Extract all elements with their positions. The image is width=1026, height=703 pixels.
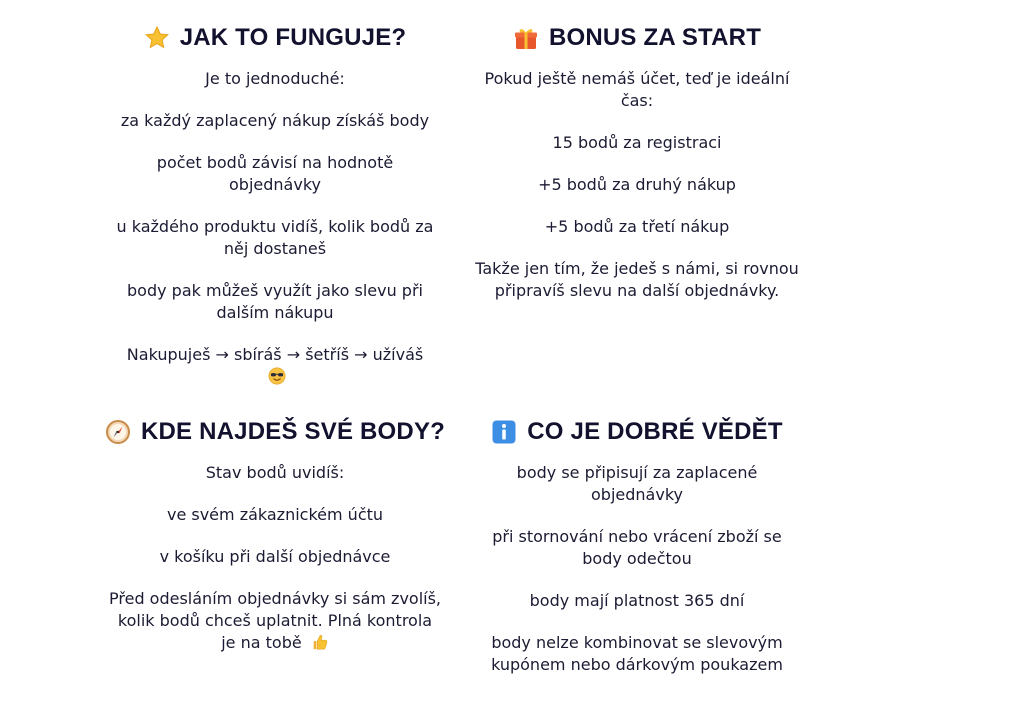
paragraph: Stav bodů uvidíš: — [205, 463, 345, 482]
paragraph: počet bodů závisí na hodnotě objednávky — [156, 153, 394, 194]
compass-icon — [105, 419, 131, 445]
section-where-points — [105, 414, 445, 674]
paragraph: body pak můžeš využít jako slevu při dalším nákupu — [127, 281, 423, 322]
paragraph: body se připisují za zaplacené objednávky — [516, 463, 758, 504]
section-heading — [105, 20, 445, 56]
star-icon — [144, 25, 170, 51]
paragraph: Pokud ještě nemáš účet, teď je ideální čas: — [484, 69, 790, 110]
section-bonus-start — [467, 20, 807, 322]
paragraph-text: Před odesláním objednávky si sám zvolíš, kolik bodů chceš uplatnit. Plná kontrola je na tobě — [109, 589, 442, 652]
section-heading — [467, 414, 807, 450]
paragraph: při stornování nebo vrácení zboží se body odečtou — [492, 527, 782, 568]
paragraph: ve svém zákaznickém účtu — [166, 505, 384, 524]
paragraph: body nelze kombinovat se slevovým kupónem nebo dárkovým poukazem — [491, 633, 783, 674]
thumbs-up-icon — [311, 633, 329, 651]
paragraph: body mají platnost 365 dní — [529, 591, 745, 610]
paragraph: Je to jednoduché: — [205, 69, 345, 88]
section-title: JAK TO FUNGUJE? — [179, 24, 407, 51]
paragraph: Takže jen tím, že jedeš s námi, si rovnou připravíš slevu na další objednávky. — [475, 259, 799, 300]
section-title: KDE NAJDEŠ SVÉ BODY? — [140, 418, 446, 445]
sunglasses-face-icon — [268, 367, 286, 385]
gift-icon — [513, 25, 539, 51]
section-good-to-know — [467, 414, 807, 696]
section-title: BONUS ZA START — [548, 24, 762, 51]
section-how-it-works — [105, 20, 445, 408]
paragraph: v košíku při další objednávce — [159, 547, 391, 566]
paragraph: +5 bodů za druhý nákup — [538, 175, 736, 194]
paragraph-text: Nakupuješ → sbíráš → šetříš → užíváš — [126, 345, 424, 364]
section-title: CO JE DOBRÉ VĚDĚT — [527, 418, 783, 445]
section-heading — [105, 414, 445, 450]
paragraph: u každého produktu vidíš, kolik bodů za něj dostaneš — [116, 217, 434, 258]
paragraph: +5 bodů za třetí nákup — [544, 217, 730, 236]
section-heading — [467, 20, 807, 56]
paragraph-with-emoji — [105, 344, 445, 388]
paragraph-with-emoji — [105, 588, 445, 654]
paragraph: za každý zaplacený nákup získáš body — [120, 111, 430, 130]
info-icon — [491, 419, 517, 445]
paragraph: 15 bodů za registraci — [552, 133, 722, 152]
